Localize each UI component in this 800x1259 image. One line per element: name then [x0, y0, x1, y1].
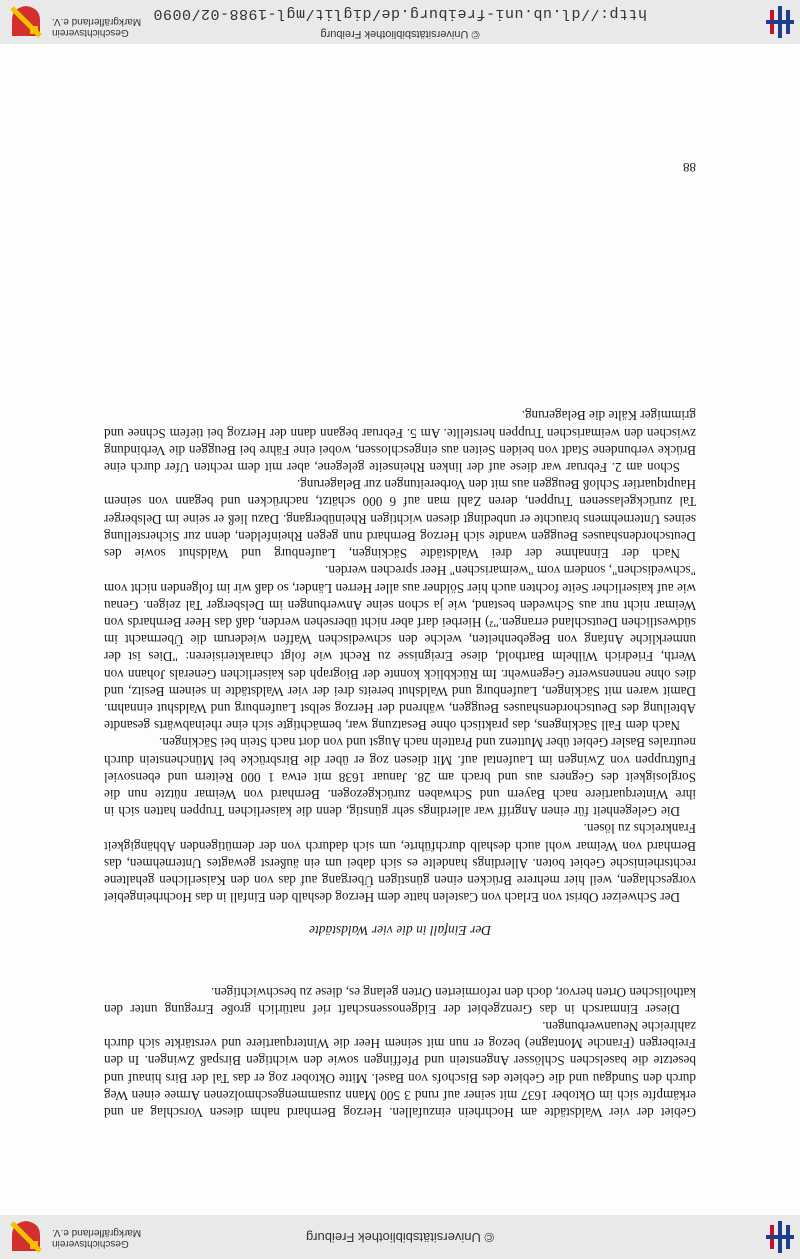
institution-credit: © Universitätsbibliothek Freiburg	[320, 28, 480, 40]
page-number: 88	[683, 160, 696, 175]
section-heading: Der Einfall in die vier Waldstädte	[308, 923, 492, 939]
paragraph: Der Schweizer Obrist von Erlach von Castelen hatte dem Herzog deshalb den Einfall in das Hochrheingebiet vorgeschlagen, weil hier mehrere Brücken einen günstigen Übergang auf das von den Kaiserlichen gehaltene rechtsrheinische Gebiet boten. Allerdings handelte es sich dabei um ein äußerst gewagtes Unternehmen, das Bernhard von Weimar wohl auch deshalb durchführte, um sich dadurch von der demütigenden Abhängigkeit Frankreichs zu lösen.	[104, 821, 696, 906]
paragraph: Gebiet der vier Waldstädte am Hochrhein einzufallen. Herzog Bernhard nahm diesen Vorschlag an und erkämpfte sich im Oktober 1637 mit seiner auf rund 3 500 Mann zusammengeschmolzenen Armee einen Weg durch den Sundgau und die Gebiete des Bischofs von Basel. Mitte Oktober zog er das Tal der Birs hinauf und besetzte die baselschen Schlösser Angenstein und Pfeffingen sowie den wichtigen Birspaß Zwingen. In den Freibergen (Franche Montagne) bezog er nun mit seinem Heer die Winterquartiere und verstärkte sich durch zahlreiche Neuanwerbungen.	[104, 1018, 696, 1120]
society-crest-icon	[8, 1219, 44, 1255]
society-crest-icon	[8, 4, 44, 40]
top-banner	[0, 1215, 800, 1259]
paragraph: Dieser Einmarsch in das Grenzgebiet der Eidgenossenschaft rief natürlich große Erregung unter den katholischen Orten hervor, doch den reformierten Orten gelang es, diese zu beschwichtigen.	[104, 984, 696, 1017]
paragraph: Nach der Einnahme der drei Waldstädte Säckingen, Laufenburg und Waldshut sowie des Deutschordenshauses Beuggen wandte sich Herzog Bernhard nun gegen Rheinfelden, denn zur Sicherstellung seines Unternehmens brauchte er unbedingt diesen wichtigen Rheinübergang. Dazu ließ er seine im Delsberger Tal zurückgelassenen Truppen, deren Zahl man auf 6 000 schätzt, nachrücken und begann von seinem Hauptquartier Schloß Beuggen aus mit den Vorbereitungen zur Belagerung.	[104, 477, 696, 562]
paragraph: Nach dem Fall Säckingens, das praktisch ohne Besatzung war, bemächtigte sich eine rheinabwärts gesandte Abteilung des Deutschordenshauses Beuggen, während der Herzog selbst Laufenburg und Waldshut einnahm. Damit waren mit Säckingen, Laufenburg und Waldshut bereits drei der vier Waldstädte in seinem Besitz, und dies ohne nennenswerte Gegenwehr. Im Rückblick konnte der Biograph des kaiserlichen Generals Johann von Werth, Friedrich Wilhelm Barthold, diese Ereignisse zu Recht wie folgt charakterisieren: "Dies ist der unmerkliche Anfang von Begebenheiten, welche den schwedischen Waffen wiederum die Übermacht im südwestlichen Deutschland errangen."²) Hierbei darf aber nicht übersehen werden, daß das Heer Bernhards von Weimar nicht nur aus Schweden bestand, wie ja schon seine Anwerbungen im Delsberger Tal zeigen. Genau wie auf kaiserlicher Seite fochten auch hier Söldner aus aller Herren Länder, so daß wir im folgenden nicht vom "schwedischen", sondern vom "weimarischen" Heer sprechen werden.	[104, 563, 696, 734]
society-credit: Geschichtsverein Markgräflerland e.V.	[52, 16, 142, 38]
paragraph: Schon am 2. Februar war diese auf der linken Rheinseite gelegene, aber mit dem rechten Ufer durch eine Brücke verbundene Stadt von beiden Seiten aus eingeschlossen, wobei eine Fähre bei Beuggen die Verbindung zwischen den weimarischen Truppen herstellte. Am 5. Februar begann dann der Herzog bei tiefem Schnee und grimmiger Kälte die Belagerung.	[104, 408, 696, 476]
institution-credit: © Universitätsbibliothek Freiburg	[305, 1230, 495, 1245]
bottom-banner	[0, 0, 800, 44]
society-credit: Geschichtsverein Markgräflerland e.V.	[52, 1227, 142, 1249]
permalink-url[interactable]: http://dl.ub.uni-freiburg.de/diglit/mgl-1988-02/0090	[152, 5, 648, 22]
article-text	[104, 407, 696, 1121]
paragraph: Die Gelegenheit für einen Angriff war allerdings sehr günstig, denn die kaiserlichen Truppen hatten sich in ihre Winterquartiere nach Bayern und Schwaben zurückgezogen. Bernhard von Weimar nützte nun die Sorglosigkeit des Gegners aus und brach am 28. Januar 1638 mit etwa 1 000 Reitern und ebensoviel Fußtruppen von Zwingen im Laufental auf. Mit diesen zog er über die Birsbrücke bei Münchenstein durch neutrales Basler Gebiet über Muttenz und Pratteln nach Augst und von dort nach Stein bei Säckingen.	[104, 735, 696, 820]
